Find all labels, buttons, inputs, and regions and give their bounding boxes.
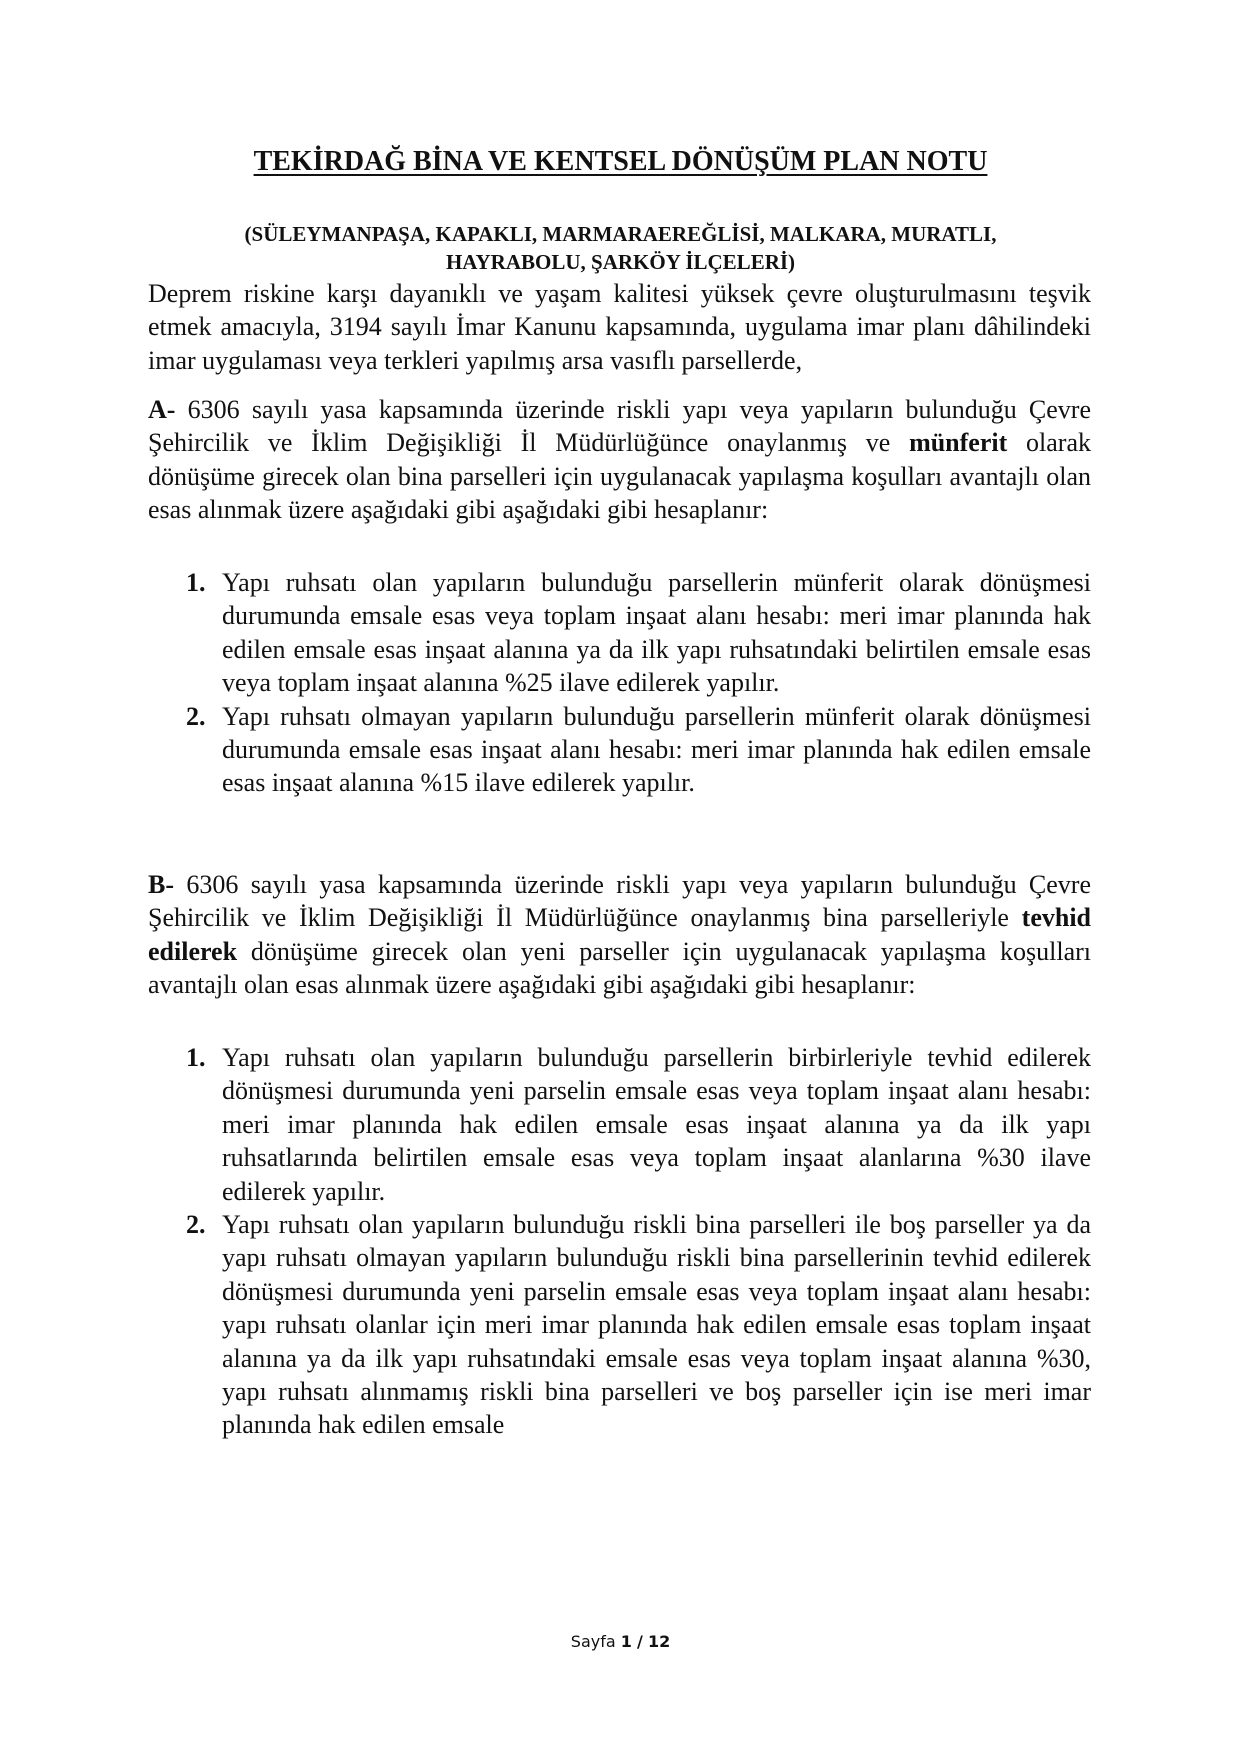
list-item-text: Yapı ruhsatı olan yapıların bulunduğu parsellerin münferit olarak dönüşmesi durumunda emsale esas veya toplam inşaat alanı hesabı: meri imar planında hak edilen emsale esas inşaat alanına ya da ilk yapı ruhsatındaki belirtilen emsale esas veya toplam inşaat alanına %25 ilave edilerek yapılır. (222, 568, 1091, 698)
section-b-label: B- (148, 870, 174, 899)
page-label: Sayfa (570, 1632, 616, 1651)
page-separator: / (637, 1632, 643, 1651)
page-current: 1 (620, 1632, 632, 1651)
document-title: TEKİRDAĞ BİNA VE KENTSEL DÖNÜŞÜM PLAN NOTU (253, 146, 988, 177)
intro-paragraph: Deprem riskine karşı dayanıklı ve yaşam kalitesi yüksek çevre oluşturulmasını teşvik etmek amacıyla, 3194 sayılı İmar Kanunu kapsamında, uygulama imar planı dâhilindeki imar uygulaması veya terkleri yapılmış arsa vasıflı parsellerde, (148, 279, 1091, 375)
section-a-text-2: olarak dönüşüme girecek olan bina parselleri için uygulanacak yapılaşma koşulları avantajlı olan esas alınmak üzere aşağıdaki gibi aşağıdaki gibi hesaplanır: (148, 428, 1091, 525)
document-subtitle (200, 220, 1041, 276)
list-item (186, 566, 1091, 700)
list-item-number: 2. (186, 1210, 206, 1240)
list-item (186, 700, 1091, 800)
list-item-text: Yapı ruhsatı olmayan yapıların bulunduğu parsellerin münferit olarak dönüşmesi durumunda emsale esas inşaat alanı hesabı: meri imar planında hak edilen emsale esas inşaat alanına %15 ilave edilerek yapılır. (222, 701, 1091, 798)
subtitle-line-1: (SÜLEYMANPAŞA, KAPAKLI, MARMARAEREĞLİSİ, MALKARA, MURATLI, (244, 222, 997, 246)
list-item-text: Yapı ruhsatı olan yapıların bulunduğu parsellerin birbirleriyle tevhid edilerek dönüşmesi durumunda yeni parselin emsale esas veya toplam inşaat alanı hesabı: meri imar planında hak edilen emsale esas inşaat alanına ya da ilk yapı ruhsatlarında belirtilen emsale esas veya toplam inşaat alanlarına %30 ilave edilerek yapılır. (222, 1043, 1091, 1206)
page-total: 12 (647, 1632, 671, 1651)
section-a-text-1: 6306 sayılı yasa kapsamında üzerinde riskli yapı veya yapıların bulunduğu Çevre Şehircilik ve İklim Değişikliği İl Müdürlüğünce onaylanmış ve (148, 395, 1091, 458)
section-a-bold-term: münferit (909, 428, 1008, 458)
section-a-label: A- (148, 395, 176, 424)
list-item-number: 2. (186, 701, 206, 731)
section-a-paragraph (148, 393, 1091, 527)
list-item-number: 1. (186, 568, 206, 597)
subtitle-line-2: HAYRABOLU, ŞARKÖY İLÇELERİ) (445, 250, 796, 274)
list-item-number: 1. (186, 1043, 206, 1072)
section-b-list (186, 1041, 1091, 1442)
section-b-text-1: 6306 sayılı yasa kapsamında üzerinde riskli yapı veya yapıların bulunduğu Çevre Şehircilik ve İklim Değişikliği İl Müdürlüğünce onaylanmış bina parselleriyle (148, 870, 1091, 933)
list-item-text: Yapı ruhsatı olan yapıların bulunduğu riskli bina parselleri ile boş parseller ya da yapı ruhsatı olmayan yapıların bulunduğu riskli bina parsellerinin tevhid edilerek dönüşmesi durumunda yeni parselin emsale esas veya toplam inşaat alanı hesabı: yapı ruhsatı olanlar için meri imar planında hak edilen emsale esas toplam inşaat alanına ya da ilk yapı ruhsatındaki emsale esas veya toplam inşaat alanına %30, yapı ruhsatı alınmamış riskli bina parselleri ve boş parseller için ise meri imar planında hak edilen emsale (222, 1210, 1091, 1440)
section-b-paragraph (148, 868, 1091, 1002)
section-b-text-2: dönüşüme girecek olan yeni parseller için uygulanacak yapılaşma koşulları avantajlı olan esas alınmak üzere aşağıdaki gibi aşağıdaki gibi hesaplanır: (148, 936, 1091, 1000)
section-a-list (186, 566, 1091, 800)
page-footer (0, 1632, 1241, 1651)
list-item (186, 1041, 1091, 1208)
list-item (186, 1208, 1091, 1442)
section-b-bold-term: tevhid edilerek (148, 903, 1091, 966)
